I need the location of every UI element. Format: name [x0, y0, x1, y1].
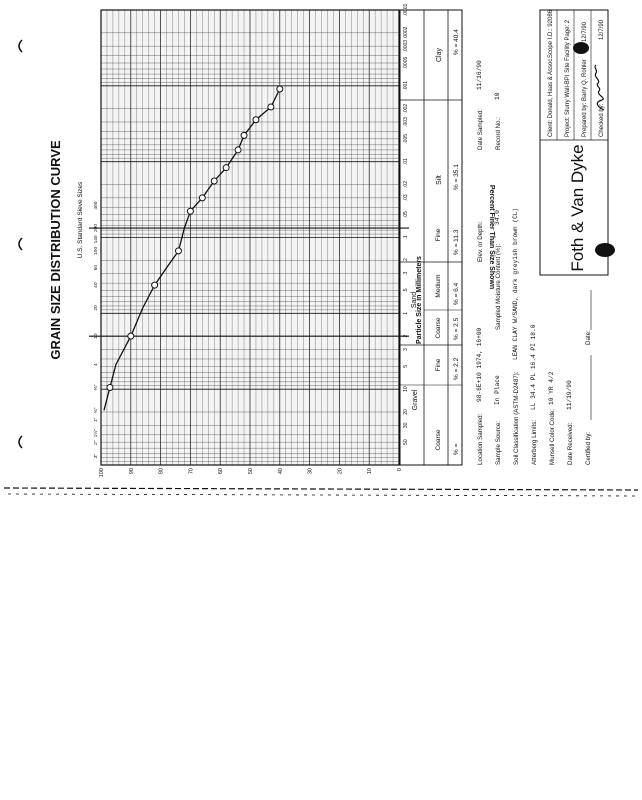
silt-header: Silt — [436, 175, 443, 185]
page-edge-line — [8, 494, 638, 496]
subheader-gravel-coarse: Coarse — [435, 429, 442, 451]
sieve-label: 3" — [94, 453, 99, 459]
x-tick-label: .01 — [403, 158, 409, 166]
binder-hole-mark — [19, 436, 22, 448]
binder-hole-mark — [19, 238, 22, 250]
date-sampled-value: 11/16/90 — [476, 60, 483, 90]
sieve-size-labels — [92, 201, 99, 458]
sieve-label: 20 — [94, 305, 99, 311]
data-point — [211, 178, 217, 184]
sample-source-value: In Place — [494, 375, 501, 405]
x-tick-label: 1 — [403, 311, 409, 315]
sand-header: Sand — [411, 291, 418, 309]
x-tick-label: .001 — [403, 80, 409, 91]
x-tick-label: .02 — [403, 181, 409, 188]
company-name: Foth & Van Dyke — [568, 144, 587, 272]
x-tick-label: .003 — [403, 117, 409, 127]
x-tick-label: 10 — [403, 386, 409, 392]
scope-text: Scope I.D.: 92086 — [548, 9, 554, 58]
soil-class-value: LEAN CLAY W/SAND, dark greyish brown (CL) — [512, 207, 519, 360]
page-edge-line — [4, 488, 638, 490]
sieve-label: 2" — [94, 440, 99, 445]
value-sand-coarse: % = 2.5 — [453, 317, 460, 340]
gravel-header: Gravel — [412, 389, 419, 411]
sieve-label: 1½" — [94, 429, 99, 438]
date-sampled-label: Date Sampled: — [477, 109, 484, 150]
chart-title: GRAIN SIZE DISTRIBUTION CURVE — [48, 140, 63, 360]
sieve-label: 1" — [94, 417, 99, 423]
checked-date: 12/7/90 — [599, 19, 605, 40]
data-point — [199, 195, 205, 201]
y-tick-label: 100 — [99, 468, 105, 478]
y-tick-label: 20 — [337, 468, 344, 475]
munsell-label: Munsell Color Code: — [549, 408, 556, 465]
subheader-sand-coarse: Coarse — [435, 317, 442, 339]
subheader-sand-fine: Fine — [435, 228, 442, 242]
value-clay: % = 40.4 — [453, 29, 460, 55]
x-tick-label: 2 — [403, 334, 409, 338]
x-tick-label: .05 — [403, 211, 409, 219]
x-tick-label: 5 — [403, 364, 409, 368]
gradation-summary-table — [400, 10, 462, 465]
date-received-label: Date Received: — [567, 422, 574, 465]
sieve-label: ¾" — [94, 407, 99, 414]
data-point — [107, 384, 113, 390]
y-axis-tick-labels — [99, 468, 403, 477]
x-tick-label: 50 — [403, 439, 409, 445]
prepared-by-text: Prepared by: Barry Q. Rohler — [582, 59, 588, 137]
subheader-gravel-fine: Fine — [435, 358, 442, 372]
location-label: Location Sampled: — [477, 413, 484, 465]
sieve-label: ⅜" — [94, 384, 99, 391]
data-point — [187, 208, 193, 214]
company-logo-seal — [595, 243, 615, 257]
y-tick-label: 40 — [277, 468, 284, 475]
x-axis-tick-labels — [403, 4, 409, 445]
x-tick-label: 3 — [403, 348, 409, 351]
x-tick-label: .0005 — [403, 56, 409, 70]
prepared-date: 12/7/90 — [582, 21, 588, 42]
data-point — [175, 248, 181, 254]
value-gravel-coarse: % = — [453, 443, 460, 455]
checked-by-label: Checked by: — [599, 103, 605, 137]
value-gravel-fine: % = 2.2 — [453, 357, 460, 380]
value-sand-medium: % = 6.4 — [453, 282, 460, 305]
x-tick-label: .005 — [403, 133, 409, 144]
y-tick-label: 80 — [158, 468, 165, 475]
atterberg-label: Atterberg Limits: — [531, 419, 538, 465]
initials-seal — [573, 42, 589, 54]
company-title-block — [540, 9, 615, 275]
x-tick-label: .5 — [403, 288, 409, 293]
sieve-label: 40 — [94, 282, 99, 288]
data-point — [128, 333, 134, 339]
sieve-label: 400 — [94, 201, 99, 210]
certified-label: Certified by: — [585, 431, 592, 465]
x-tick-label: .0001 — [403, 3, 409, 17]
sample-source-label: Sample Source: — [495, 420, 502, 465]
record-label: Record No.: — [495, 116, 502, 150]
y-tick-label: 0 — [397, 468, 403, 472]
y-tick-label: 50 — [248, 468, 254, 475]
moisture-label: Sampled Moisture Content (%): — [495, 243, 502, 330]
x-tick-label: .1 — [403, 235, 409, 240]
atterberg-value: LL 34.4 PL 16.4 PI 18.0 — [530, 324, 537, 410]
date-small-label: Date: — [585, 330, 592, 345]
subheader-sand-medium: Medium — [435, 274, 442, 298]
value-silt: % = 35.1 — [453, 164, 460, 190]
y-axis-label: Percent Finer Than Size Shown — [488, 184, 495, 290]
data-point — [223, 165, 229, 171]
y-tick-label: 10 — [367, 468, 374, 475]
x-tick-label: .3 — [403, 271, 409, 276]
data-point — [268, 104, 274, 110]
x-tick-label: 20 — [403, 409, 409, 415]
data-point — [241, 132, 247, 138]
data-point — [277, 86, 283, 92]
x-tick-label: .03 — [403, 194, 409, 202]
soil-class-label: Soil Classification (ASTM-D2487): — [513, 371, 520, 465]
handwritten-signature — [595, 65, 604, 110]
sieve-label: 140 — [94, 235, 99, 244]
binder-hole-mark — [19, 40, 22, 52]
x-tick-label: 30 — [403, 422, 409, 429]
x-tick-label: .0002 — [403, 26, 409, 40]
record-value: 10 — [494, 92, 501, 100]
sieve-label: 200 — [94, 224, 99, 233]
sieve-label: 10 — [94, 333, 99, 339]
y-tick-label: 70 — [188, 468, 195, 475]
sieve-label: 4 — [94, 363, 99, 366]
data-point — [253, 117, 259, 123]
binder-holes — [19, 40, 22, 448]
sieve-label: 100 — [94, 246, 99, 255]
client-text: Client: Donald, Haas & Assoc. — [548, 56, 554, 137]
date-received-value: 11/19/90 — [566, 380, 573, 410]
elev-label: Elev. or Depth: — [477, 221, 484, 262]
x-axis-label: Particle Size in Millimeters — [416, 256, 423, 344]
sieve-header: U.S. Standard Sieve Sizes — [77, 181, 84, 259]
x-tick-label: .002 — [403, 103, 409, 114]
x-tick-label: .0003 — [403, 39, 409, 53]
project-text: Project: Slurry Wall-BPI Site Facility Page: 2 — [565, 19, 571, 137]
y-tick-label: 90 — [128, 468, 135, 475]
data-point — [152, 282, 158, 288]
value-sand-fine: % = 11.3 — [453, 229, 460, 255]
data-point — [235, 147, 241, 153]
moisture-value: 34.0 — [494, 210, 501, 225]
y-tick-label: 60 — [218, 468, 225, 475]
munsell-value: 10 YR 4/2 — [548, 371, 555, 405]
location-value: 98-6E+10 1974, 16+00 — [476, 327, 483, 402]
y-tick-label: 30 — [307, 468, 314, 475]
clay-header: Clay — [436, 47, 443, 63]
sieve-label: 60 — [94, 265, 99, 271]
x-tick-label: .2 — [403, 258, 409, 263]
